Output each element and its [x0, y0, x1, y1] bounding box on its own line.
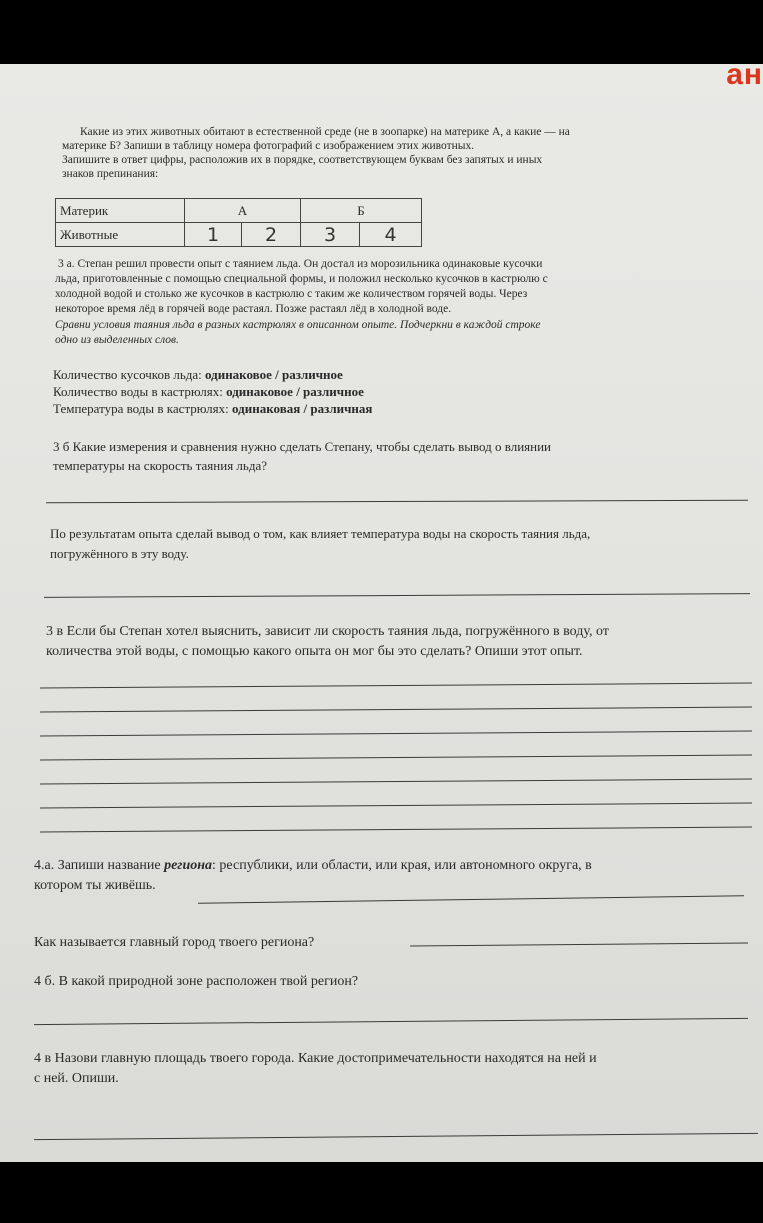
q3a-criterion-1: [53, 366, 343, 383]
criterion-3-label: Температура воды в кастрюлях:: [53, 401, 233, 416]
answer-cell-4[interactable]: 4: [360, 223, 422, 247]
answer-line-3v-6[interactable]: [40, 803, 752, 809]
worksheet-page: [0, 64, 763, 1162]
q3v-line-1: 3 в Если бы Степан хотел выяснить, зависит ли скорость таяния льда, погружённого в воду, от: [46, 624, 609, 639]
q3a-task-1: Сравни условия таяния льда в разных кастрюлях в описанном опыте. Подчеркни в каждой строке: [55, 319, 541, 331]
intro-line-3: Запишите в ответ цифры, расположив их в порядке, соответствующем буквам без запятых и иных: [62, 154, 543, 166]
q3a-line-1: 3 а. Степан решил провести опыт с таянием льда. Он достал из морозильника одинаковые кусочки: [58, 258, 543, 270]
criterion-1-options[interactable]: одинаковое / различное: [205, 367, 343, 382]
intro-line-1: Какие из этих животных обитают в естественной среде (не в зоопарке) на материке А, а какие — на: [80, 126, 570, 138]
q4v-line-2: с ней. Опиши.: [34, 1071, 119, 1086]
answer-line-3v-5[interactable]: [40, 779, 752, 785]
q3a-line-4: некоторое время лёд в горячей воде растаял. Позже растаял лёд в холодной воде.: [55, 303, 452, 315]
corner-red-text: ан: [726, 64, 763, 91]
conclusion-line-2: погружённого в эту воду.: [50, 546, 189, 561]
q4a-line-1: [34, 856, 592, 875]
q4a-line-2: котором ты живёшь.: [34, 878, 156, 893]
q3a-task-2: одно из выделенных слов.: [55, 334, 179, 346]
intro-line-4: знаков препинания:: [62, 168, 159, 180]
answer-cell-3[interactable]: 3: [301, 223, 360, 247]
intro-line-2: материке Б? Запиши в таблицу номера фотографий с изображением этих животных.: [62, 140, 475, 152]
answer-line-3v-3[interactable]: [40, 731, 752, 737]
conclusion-line-1: По результатам опыта сделай вывод о том, как влияет температура воды на скорость таяния льда,: [50, 526, 591, 541]
q4v-line-1: 4 в Назови главную площадь твоего города. Какие достопримечательности находятся на ней и: [34, 1051, 597, 1066]
table-header-b: Б: [301, 199, 422, 223]
q4a-city-question: Как называется главный город твоего региона?: [34, 935, 315, 950]
q3a-line-2: льда, приготовленные с помощью специальной формы, и положил несколько кусочков в кастрюлю с: [55, 273, 548, 285]
answer-line-region[interactable]: [198, 895, 744, 904]
q3a-criterion-3: [53, 400, 372, 417]
answer-line-3b[interactable]: [46, 500, 748, 503]
q4a-prefix: 4.а. Запиши название: [34, 858, 165, 873]
answer-line-3v-2[interactable]: [40, 707, 752, 713]
answer-line-4b[interactable]: [34, 1018, 748, 1025]
answer-cell-2[interactable]: 2: [242, 223, 301, 247]
answer-line-3v-1[interactable]: [40, 683, 752, 689]
answer-cell-1[interactable]: 1: [185, 223, 242, 247]
answer-table: [55, 198, 422, 247]
criterion-3-options[interactable]: одинаковая / различная: [232, 401, 373, 416]
answer-line-conclusion[interactable]: [44, 593, 750, 598]
q4b-question: 4 б. В какой природной зоне расположен твой регион?: [34, 974, 359, 989]
criterion-2-options[interactable]: одинаковое / различное: [226, 384, 364, 399]
answer-line-4v[interactable]: [34, 1133, 758, 1140]
answer-line-3v-4[interactable]: [40, 755, 752, 761]
q3v-line-2: количества этой воды, с помощью какого опыта он мог бы это сделать? Опиши этот опыт.: [46, 644, 583, 659]
criterion-2-label: Количество воды в кастрюлях:: [53, 384, 227, 399]
q3a-criterion-2: [53, 383, 364, 400]
answer-line-3v-7[interactable]: [40, 827, 752, 833]
answer-line-city[interactable]: [410, 943, 748, 947]
table-row-animals-label: Животные: [56, 223, 185, 247]
q4a-suffix: : республики, или области, или края, или автономного округа, в: [212, 858, 592, 873]
q3a-line-3: холодной водой и столько же кусочков в кастрюлю с таким же количеством горячей воды. Через: [55, 288, 528, 300]
q3b-line-2: температуры на скорость таяния льда?: [53, 458, 267, 473]
criterion-1-label: Количество кусочков льда:: [53, 367, 205, 382]
table-header-continent: Материк: [56, 199, 185, 223]
table-header-a: А: [185, 199, 301, 223]
q4a-emphasis: региона: [164, 858, 213, 873]
q3b-line-1: 3 б Какие измерения и сравнения нужно сделать Степану, чтобы сделать вывод о влиянии: [53, 439, 551, 454]
